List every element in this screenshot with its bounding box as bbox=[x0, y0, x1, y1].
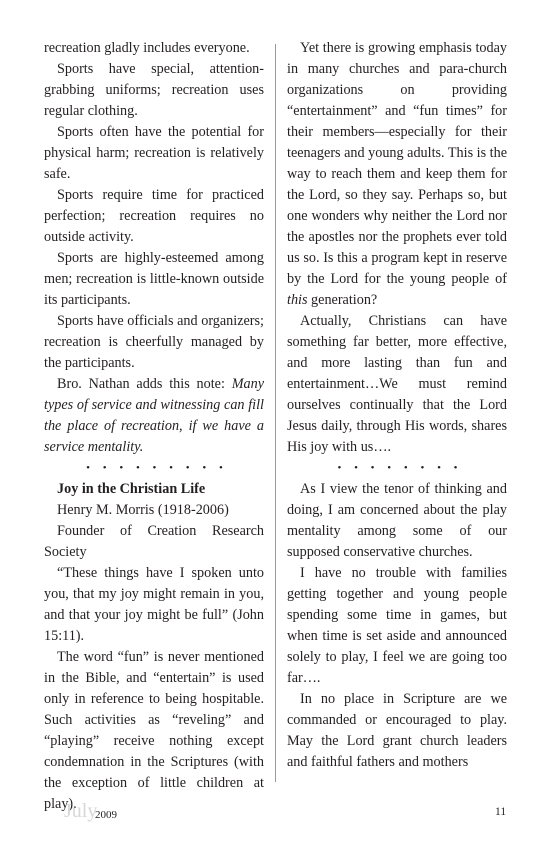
paragraph: The word “fun” is never mentioned in the Bible, and “entertain” is used only in reference to being hospitable. Such activities as “reveling” and “playing” receive nothing except condemnation in the Scriptures (with the exception of little children at play). bbox=[44, 649, 264, 812]
note-italic: Many types of service and witnessing can fill the place of recreation, if we have a service mentality. bbox=[44, 376, 264, 455]
page-number: 11 bbox=[495, 806, 507, 818]
left-column bbox=[44, 38, 264, 815]
paragraph bbox=[287, 38, 507, 311]
section-title: Joy in the Christian Life bbox=[57, 481, 206, 497]
paragraph: As I view the tenor of thinking and doing, I am concerned about the play mentality among some of our supposed conservative churches. bbox=[287, 481, 507, 560]
section-divider: • • • • • • • • • bbox=[86, 462, 228, 474]
text-run: Yet there is growing emphasis today in many churches and para-church organizations on providing “entertainment” and “fun times” for their members—especially for their teenagers and young adults. This is the way to reach them and keep them for the Lord, so they say. Perhaps so, but one wonders why neither the Lord nor the apostles nor the prophets ever told us so. Is this a program kept in reserve by the Lord for the young people of bbox=[287, 40, 507, 287]
paragraph bbox=[44, 374, 264, 458]
paragraph: Sports have officials and organizers; recreation is cheerfully managed by the participants. bbox=[44, 313, 264, 371]
paragraph: recreation gladly includes everyone. bbox=[44, 40, 250, 56]
paragraph: Actually, Christians can have something far better, more effective, and more lasting than fun and entertainment…We must remind ourselves continually that the Lord Jesus daily, through His words, shares His joy with us…. bbox=[287, 313, 507, 455]
paragraph: In no place in Scripture are we commanded or encouraged to play. May the Lord grant church leaders and faithful fathers and mothers bbox=[287, 691, 507, 770]
column-divider bbox=[275, 44, 276, 782]
paragraph: I have no trouble with families getting together and young people spending some time in games, but when time is set aside and announced solely to play, I feel we are going too far…. bbox=[287, 565, 507, 686]
author-role: Founder of Creation Research Society bbox=[44, 523, 264, 560]
text-run: generation? bbox=[307, 292, 378, 308]
footer-year: 2009 bbox=[95, 809, 117, 821]
paragraph: Sports often have the potential for physical harm; recreation is relatively safe. bbox=[44, 124, 264, 182]
section-divider: • • • • • • • • bbox=[337, 462, 463, 474]
author-name: Henry M. Morris (1918-2006) bbox=[57, 502, 229, 518]
scripture-quote: “These things have I spoken unto you, that my joy might remain in you, and that your joy might be full” (John 15:11). bbox=[44, 565, 264, 644]
right-column bbox=[287, 38, 507, 773]
note-lead: Bro. Nathan adds this note: bbox=[57, 376, 232, 392]
paragraph: Sports have special, attention-grabbing uniforms; recreation uses regular clothing. bbox=[44, 61, 264, 119]
italic-word: this bbox=[287, 292, 308, 308]
footer-month: July bbox=[64, 800, 98, 822]
paragraph: Sports require time for practiced perfection; recreation requires no outside activity. bbox=[44, 187, 264, 245]
paragraph: Sports are highly-esteemed among men; recreation is little-known outside its participants. bbox=[44, 250, 264, 308]
